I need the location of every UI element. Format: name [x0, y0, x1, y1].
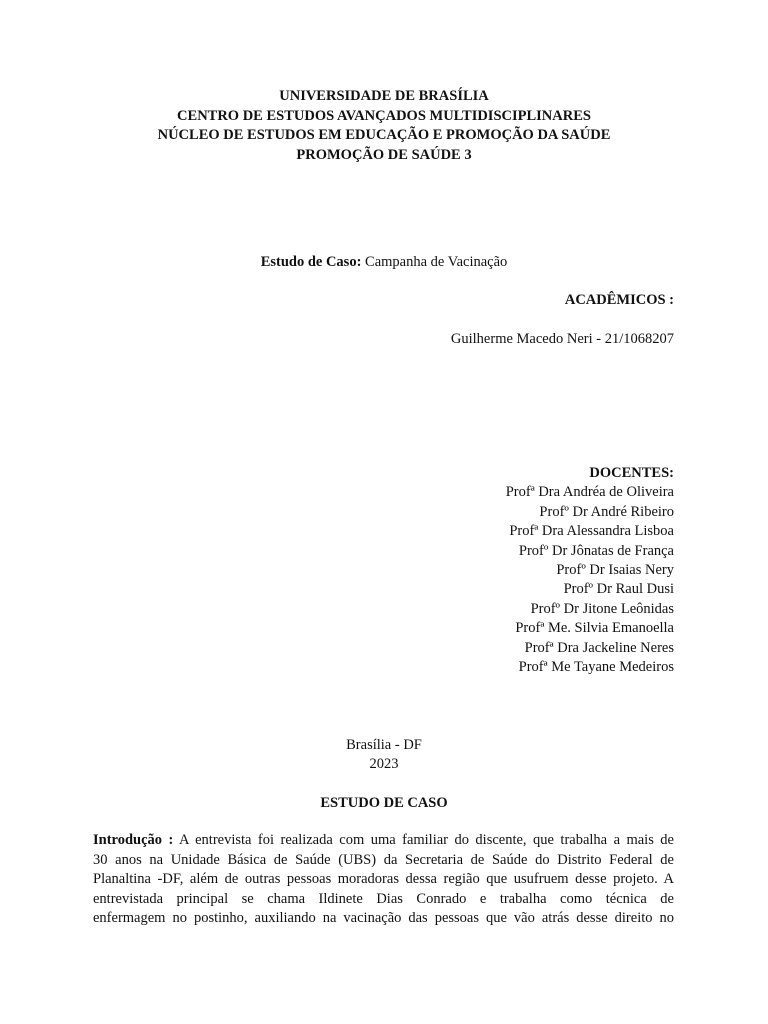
intro-line: [93, 831, 674, 851]
intro-line: Planaltina -DF, além de outras pessoas moradoras dessa região que usufruem desse projeto. A: [93, 871, 674, 887]
docente-item: Profº Dr Isaias Nery: [556, 562, 674, 579]
city-name: Brasília - DF: [346, 737, 422, 753]
introduction-paragraph: [93, 831, 674, 929]
docente-item: Profº Dr Jônatas de França: [518, 542, 674, 559]
docente-item: Profª Dra Alessandra Lisboa: [509, 523, 674, 540]
student-entry: Guilherme Macedo Neri - 21/1068207: [450, 331, 674, 347]
academicos-heading: ACADÊMICOS :: [564, 292, 674, 308]
nucleus-name: NÚCLEO DE ESTUDOS EM EDUCAÇÃO E PROMOÇÃO DA SAÚDE: [157, 127, 611, 143]
case-study-label: Estudo de Caso:: [260, 254, 362, 270]
docente-item: Profª Dra Andréa de Oliveira: [505, 484, 674, 501]
docentes-heading: DOCENTES:: [589, 465, 674, 481]
case-study-topic: Campanha de Vacinação: [361, 254, 508, 270]
docente-item: Profª Me. Silvia Emanoella: [515, 620, 674, 637]
docente-item: Profº Dr Raul Dusi: [563, 581, 674, 598]
docente-item: Profº Dr Jitone Leônidas: [530, 600, 674, 617]
intro-label: Introdução :: [93, 832, 174, 848]
docente-item: Profº Dr André Ribeiro: [539, 503, 674, 520]
intro-line-text: A entrevista foi realizada com uma familiar do discente, que trabalha a mais de: [173, 832, 674, 848]
intro-line: 30 anos na Unidade Básica de Saúde (UBS) da Secretaria de Saúde do Distrito Federal de: [93, 851, 674, 868]
docentes-list: [506, 464, 674, 677]
location-block: [0, 736, 768, 774]
year: 2023: [369, 756, 399, 772]
center-name: CENTRO DE ESTUDOS AVANÇADOS MULTIDISCIPLINARES: [177, 107, 591, 124]
intro-line: enfermagem no postinho, auxiliando na vacinação das pessoas que vão atrás desse direito no: [93, 910, 674, 926]
course-name: PROMOÇÃO DE SAÚDE 3: [296, 146, 472, 163]
university-name: UNIVERSIDADE DE BRASÍLIA: [279, 88, 489, 104]
intro-line: entrevistada principal se chama Ildinete Dias Conrado e trabalha como técnica de: [93, 890, 674, 907]
docente-item: Profª Dra Jackeline Neres: [524, 639, 674, 656]
case-study-title: [0, 253, 768, 272]
institution-header: [0, 87, 768, 165]
docente-item: Profª Me Tayane Medeiros: [518, 659, 674, 676]
section-title: ESTUDO DE CASO: [320, 795, 448, 811]
